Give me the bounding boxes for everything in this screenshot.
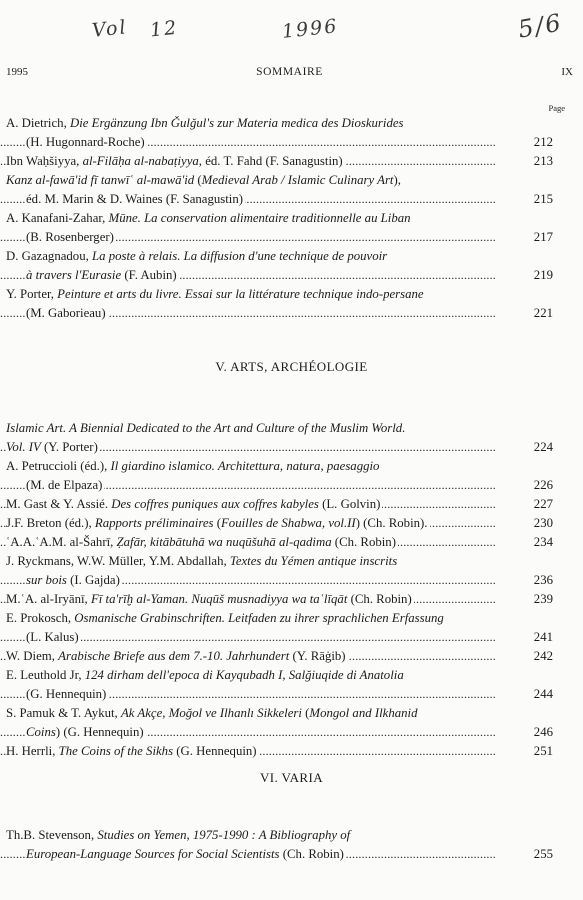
toc-line bbox=[0, 533, 583, 552]
toc-line bbox=[0, 476, 583, 495]
toc-line bbox=[0, 495, 583, 514]
toc-line-text: E. Leuthold Jr, 124 dirham dell'epoca di Kayqubadh I, Salğiuqide di Anatolia bbox=[6, 668, 404, 682]
toc-line bbox=[0, 209, 583, 228]
toc-line bbox=[0, 228, 583, 247]
toc-line-text: ʿA.A.ʿA.M. al-Šahrī, Ẓafār, kitābātuhā wa nuqūšuhā al-qadima (Ch. Robin) bbox=[6, 535, 396, 549]
toc-line bbox=[0, 609, 583, 628]
handwritten-vol: Vol bbox=[90, 16, 129, 42]
toc-entry bbox=[0, 171, 583, 209]
toc-line bbox=[0, 571, 583, 590]
section-arts-archeologie bbox=[0, 359, 583, 761]
toc-line-text: W. Diem, Arabische Briefe aus dem 7.-10. Jahrhundert (Y. Rāġib) bbox=[6, 649, 346, 663]
toc-line-text: Vol. IV (Y. Porter) bbox=[6, 440, 98, 454]
toc-line bbox=[0, 304, 583, 323]
toc-line bbox=[0, 266, 583, 285]
toc-line bbox=[0, 285, 583, 304]
toc-line-text: J. Ryckmans, W.W. Müller, Y.M. Abdallah, Textes du Yémen antique inscrits bbox=[6, 554, 398, 568]
toc-entry bbox=[0, 285, 583, 323]
toc-line-text: (M. de Elpaza) bbox=[26, 478, 103, 492]
toc-entry bbox=[0, 647, 583, 666]
toc-line bbox=[0, 552, 583, 571]
toc-page-number: 230 bbox=[504, 514, 553, 533]
toc-entry bbox=[0, 209, 583, 247]
toc-line bbox=[0, 704, 583, 723]
toc-entry bbox=[0, 609, 583, 647]
toc-line bbox=[0, 723, 583, 742]
toc-entry bbox=[0, 704, 583, 742]
toc-line-text: à travers l'Eurasie (F. Aubin) bbox=[26, 268, 177, 282]
toc-page-number: 246 bbox=[504, 723, 553, 742]
toc-line-text: E. Prokosch, Osmanische Grabinschriften. Leitfaden zu ihrer sprachlichen Erfassung bbox=[6, 611, 444, 625]
toc-line-text: (L. Kalus) bbox=[26, 630, 79, 644]
running-head bbox=[6, 66, 573, 80]
toc-line bbox=[0, 133, 583, 152]
section-varia bbox=[0, 770, 583, 864]
handwritten-year: 1996 bbox=[281, 15, 340, 43]
toc-entry bbox=[0, 590, 583, 609]
toc-line-text: Islamic Art. A Biennial Dedicated to the Art and Culture of the Muslim World. bbox=[6, 421, 406, 435]
toc-line bbox=[0, 457, 583, 476]
toc-line-text: A. Kanafani-Zahar, Mūne. La conservation alimentaire traditionnelle au Liban bbox=[6, 211, 411, 225]
running-head-title: SOMMAIRE bbox=[256, 66, 323, 78]
toc-page-number: 251 bbox=[504, 742, 553, 761]
toc-entry bbox=[0, 552, 583, 590]
toc-page-number: 213 bbox=[504, 152, 553, 171]
running-head-page: IX bbox=[561, 66, 573, 78]
toc-line bbox=[0, 685, 583, 704]
toc-line-text: M.ʿA. al-Iryānī, Fī ta'rīḫ al-Yaman. Nuqūš musnadiyya wa taʿlīqāt (Ch. Robin) bbox=[6, 592, 412, 606]
toc-entry bbox=[0, 742, 583, 761]
toc-line bbox=[0, 666, 583, 685]
toc-page-number: 241 bbox=[504, 628, 553, 647]
section-culture bbox=[0, 114, 583, 323]
toc-entry bbox=[0, 114, 583, 152]
toc-line-text: A. Petruccioli (éd.), Il giardino islamico. Architettura, natura, paesaggio bbox=[6, 459, 380, 473]
toc-entry bbox=[0, 514, 583, 533]
toc-entry bbox=[0, 826, 583, 864]
handwritten-fraction: 5/6 bbox=[515, 8, 565, 44]
toc-page-number: 236 bbox=[504, 571, 553, 590]
toc-page-number: 242 bbox=[504, 647, 553, 666]
toc-line-text: (G. Hennequin) bbox=[26, 687, 107, 701]
toc-line-text: D. Gazagnadou, La poste à relais. La diffusion d'une technique de pouvoir bbox=[6, 249, 388, 263]
toc-line-text: Kanz al-fawā'id fī tanwīʿ al-mawā'id (Medieval Arab / Islamic Culinary Art), bbox=[6, 173, 401, 187]
toc-line-text: éd. M. Marin & D. Waines (F. Sanagustin) bbox=[26, 192, 244, 206]
toc-page-number: 226 bbox=[504, 476, 553, 495]
toc-line bbox=[0, 514, 583, 533]
toc-line bbox=[0, 190, 583, 209]
toc-page-number: 215 bbox=[504, 190, 553, 209]
toc-entry bbox=[0, 457, 583, 495]
toc-entry bbox=[0, 533, 583, 552]
toc-line-text: (B. Rosenberger) bbox=[26, 230, 114, 244]
toc-line-text: Ibn Waḥšiyya, al-Filāḥa al-nabaṭiyya, éd. T. Fahd (F. Sanagustin) bbox=[6, 154, 343, 168]
toc-line-text: (H. Hugonnard-Roche) bbox=[26, 135, 145, 149]
toc-page-number: 224 bbox=[504, 438, 553, 457]
toc-line-text: M. Gast & Y. Assié. Des coffres puniques aux coffres kabyles (L. Golvin) bbox=[6, 497, 381, 511]
toc-page-number: 217 bbox=[504, 228, 553, 247]
toc-line-text: sur bois (I. Gajda) bbox=[26, 573, 120, 587]
toc-page-number: 227 bbox=[504, 495, 553, 514]
section-title: VI. VARIA bbox=[259, 770, 324, 785]
toc-line bbox=[0, 647, 583, 666]
toc-line bbox=[0, 826, 583, 845]
toc-entry bbox=[0, 247, 583, 285]
toc-entry bbox=[0, 495, 583, 514]
toc-line bbox=[0, 419, 583, 438]
page-column-label: Page bbox=[548, 103, 565, 113]
toc-page-number: 212 bbox=[504, 133, 553, 152]
toc-line-text: Th.B. Stevenson, Studies on Yemen, 1975-1990 : A Bibliography of bbox=[6, 828, 351, 842]
toc-line bbox=[0, 247, 583, 266]
toc-line bbox=[0, 742, 583, 761]
toc-line-text: A. Dietrich, Die Ergänzung Ibn Ǧulǧul's zur Materia medica des Dioskurides bbox=[6, 116, 404, 130]
toc-line-text: H. Herrli, The Coins of the Sikhs (G. Hennequin) bbox=[6, 744, 257, 758]
toc-line-text: J.F. Breton (éd.), Rapports préliminaires (Fouilles de Shabwa, vol.II) (Ch. Robin). bbox=[6, 516, 428, 530]
toc-line-text: S. Pamuk & T. Aykut, Ak Akçe, Moğol ve Ilhanlı Sikkeleri (Mongol and Ilkhanid bbox=[6, 706, 418, 720]
toc-line bbox=[0, 590, 583, 609]
toc-line bbox=[0, 171, 583, 190]
toc-line bbox=[0, 438, 583, 457]
toc-line bbox=[0, 845, 583, 864]
toc-line-text: (M. Gaborieau) bbox=[26, 306, 106, 320]
toc-page-number: 234 bbox=[504, 533, 553, 552]
toc-line bbox=[0, 628, 583, 647]
running-head-year: 1995 bbox=[6, 66, 28, 78]
toc-line-text: Y. Porter, Peinture et arts du livre. Essai sur la littérature technique indo-persane bbox=[6, 287, 424, 301]
handwritten-number: 12 bbox=[148, 16, 180, 42]
toc-line-text: European-Language Sources for Social Scientists (Ch. Robin) bbox=[26, 847, 344, 861]
toc-line-text: Coins) (G. Hennequin) bbox=[26, 725, 144, 739]
toc-line bbox=[0, 152, 583, 171]
toc-entry bbox=[0, 666, 583, 704]
toc-page-number: 255 bbox=[504, 845, 553, 864]
toc-page-number: 219 bbox=[504, 266, 553, 285]
toc-page-number: 221 bbox=[504, 304, 553, 323]
toc-page-number: 244 bbox=[504, 685, 553, 704]
toc-page-number: 239 bbox=[504, 590, 553, 609]
toc-entry bbox=[0, 152, 583, 171]
toc-entry bbox=[0, 419, 583, 457]
section-title: V. ARTS, ARCHÉOLOGIE bbox=[215, 359, 368, 374]
toc-line bbox=[0, 114, 583, 133]
